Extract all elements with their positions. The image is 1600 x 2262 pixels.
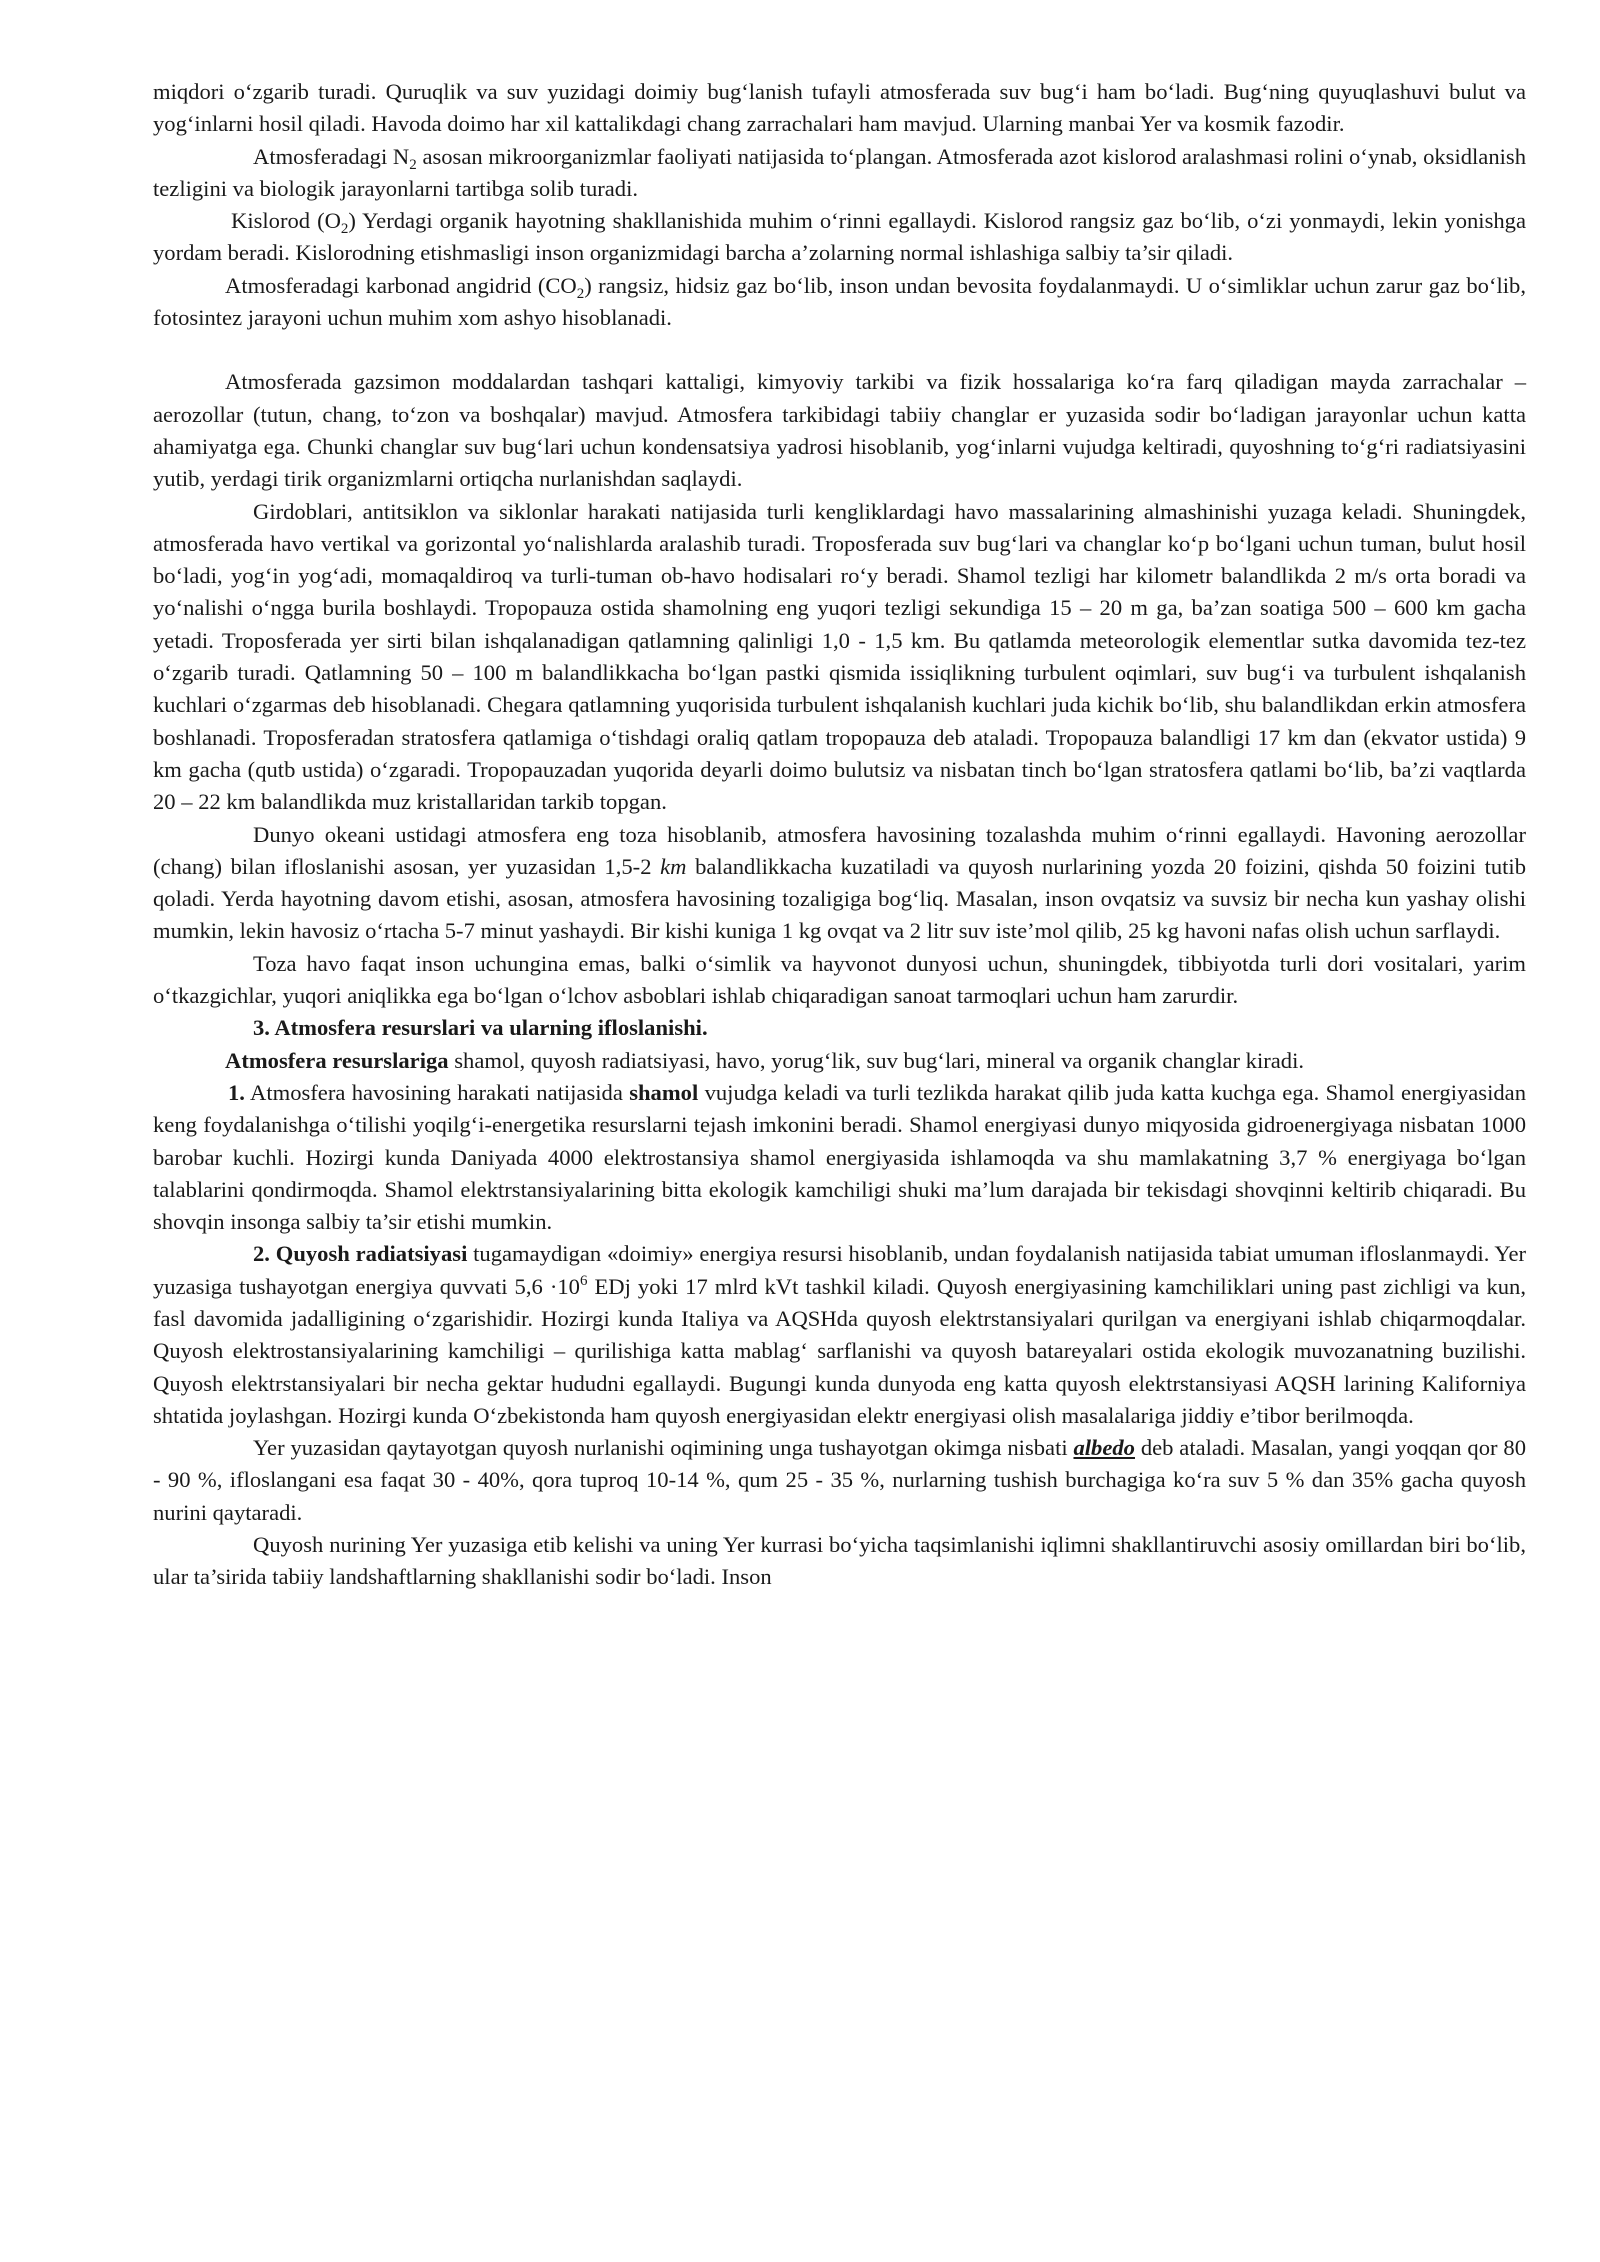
paragraph-sunlight-distribution: Quyosh nurining Yer yuzasiga etib kelishi va uning Yer kurrasi bo‘yicha taqsimlanishi iqlimni shakllantiruvchi asosiy omillardan biri bo‘lib, ular ta’sirida tabiiy landshaftlarning shakllanishi sodir bo‘ladi. Inson bbox=[153, 1532, 1526, 1590]
co2-subscript: 2 bbox=[576, 285, 585, 302]
co2-text-start: Atmosferadagi karbonad angidrid (CO bbox=[225, 272, 577, 298]
paragraph-oxygen bbox=[153, 205, 1526, 270]
section-heading: 3. Atmosfera resurslari va ularning ifloslanishi. bbox=[253, 1015, 708, 1041]
blank-line bbox=[153, 334, 1526, 366]
resources-term: Atmosfera resurslariga bbox=[225, 1047, 449, 1073]
ocean-air-text-end: balandlikkacha kuzatiladi va quyosh nurlarining yozda 20 foizini, qishda 50 foizini tutib qoladi. Yerda hayotning davom etishi, asosan, atmosfera havosining tozaligiga bog‘liq. Masalan, inson ovqatsiz va suvsiz bir necha kun yashay olishi mumkin, lekin havosiz o‘rtacha 5-7 minut yashaydi. Bir kishi kuniga 1 kg ovqat va 2 litr suv iste’mol qilib, 25 kg havoni nafas olish uchun sarflaydi. bbox=[153, 853, 1526, 944]
paragraph-aerosols: Atmosferada gazsimon moddalardan tashqari kattaligi, kimyoviy tarkibi va fizik hossalariga ko‘ra farq qiladigan mayda zarrachalar – aerozollar (tutun, chang, to‘zon va boshqalar) mavjud. Atmosfera tarkibidagi tabiiy changlar er yuzasida sodir bo‘ladigan jarayonlar uchun katta ahamiyatga ega. Chunki changlar suv bug‘lari uchun kondensatsiya yadrosi hisoblanib, yog‘inlarni vujudga keltiradi, quyoshning to‘g‘ri radiatsiyasini yutib, yerdagi tirik organizmlarni ortiqcha nurlanishdan saqlaydi. bbox=[153, 369, 1526, 492]
oxygen-text-start: Kislorod (O bbox=[231, 208, 341, 234]
paragraph-albedo bbox=[153, 1432, 1526, 1529]
solar-exponent: 6 bbox=[579, 1272, 588, 1289]
paragraph-atmosphere-resources bbox=[153, 1045, 1526, 1077]
co2-text-end: ) rangsiz, hidsiz gaz bo‘lib, inson undan bevosita foydalanmaydi. U o‘simliklar uchun zarur gaz bo‘lib, fotosintez jarayoni uchun muhim xom ashyo hisoblanadi. bbox=[153, 272, 1526, 331]
wind-number: 1. bbox=[228, 1079, 245, 1105]
albedo-text-start: Yer yuzasidan qaytayotgan quyosh nurlanishi oqimining unga tushayotgan okimga nisbati bbox=[253, 1435, 1074, 1461]
paragraph-ocean-air bbox=[153, 819, 1526, 948]
paragraph-nitrogen bbox=[153, 141, 1526, 206]
solar-text-start: tugamaydigan «doimiy» energiya resursi hisoblanib, undan foydalanish natijasida tabiat umuman ifloslanmaydi. Yer yuzasiga tushayotgan energiya quvvati 5,6 ·10 bbox=[153, 1241, 1526, 1299]
oxygen-text-end: ) Yerdagi organik hayotning shakllanishida muhim o‘rinni egallaydi. Kislorod rangsiz gaz bo‘lib, o‘zi yonmaydi, lekin yonishga yordam beradi. Kislorodning etishmasligi inson organizmidagi barcha a’zolarning normal ishlashiga salbiy ta’sir qiladi. bbox=[153, 208, 1526, 266]
solar-term: 2. Quyosh radiatsiyasi bbox=[253, 1241, 468, 1267]
albedo-term: albedo bbox=[1073, 1435, 1135, 1461]
paragraph-water-vapor: miqdori o‘zgarib turadi. Quruqlik va suv yuzidagi doimiy bug‘lanish tufayli atmosferada suv bug‘i ham bo‘ladi. Bug‘ning quyuqlashuvi bulut va yog‘inlarni hosil qiladi. Havoda doimo har xil kattalikdagi chang zarrachalari ham mavjud. Ularning manbai Yer va kosmik fazodir. bbox=[153, 79, 1526, 137]
document-page bbox=[153, 76, 1526, 1594]
solar-text-end: EDj yoki 17 mlrd kVt tashkil kiladi. Quyosh energiyasining kamchiliklari uning past zichligi va kun, fasl davomida jadalligining o‘zgarishidir. Hozirgi kunda Italiya va AQSHda quyosh elektrstansiyalari qurilgan va energiyani ishlab chiqarmoqdalar. Quyosh elektrostansiyalarining kamchiligi – qurilishiga katta mablag‘ sarflanishi va quyosh batareyalari ostida ekologik muvozanatning buzilishi. Quyosh elektrstansiyalari bir necha gektar hududni egallaydi. Bugungi kunda dunyoda eng katta quyosh elektrstansiyasi AQSH larining Kaliforniya shtatida joylashgan. Hozirgi kunda O‘zbekistonda ham quyosh energiyasidan elektr energiyasi olish masalalariga jiddiy e’tibor berilmoqda. bbox=[153, 1273, 1526, 1428]
nitrogen-subscript: 2 bbox=[409, 156, 417, 173]
wind-term: shamol bbox=[629, 1079, 699, 1105]
ocean-air-text-start: Dunyo okeani ustidagi atmosfera eng toza hisoblanib, atmosfera havosining tozalashda muhim o‘rinni egallaydi. Havoning aerozollar (chang) bilan ifloslanishi asosan, yer yuzasidan 1,5-2 bbox=[153, 821, 1526, 879]
oxygen-subscript: 2 bbox=[340, 221, 349, 238]
wind-text-end: vujudga keladi va turli tezlikda harakat qilib juda katta kuchga ega. Shamol energiyasidan keng foydalanishga o‘tilishi yoqilg‘i-energetika resurslarni tejash imkonini beradi. Shamol energiyasi dunyo miqyosida gidroenergiyaga nisbatan 1000 barobar kuchli. Hozirgi kunda Daniyada 4000 elektrostansiya shamol energiyasida ishlamoqda va shu mamlakatning 3,7 % energiyaga bo‘lgan talablarini qondirmoqda. Shamol elektrstansiyalarining bitta ekologik kamchiligi shuki ma’lum darajada bir tekisdagi shovqinni keltirib chiqaradi. Bu shovqin insonga salbiy ta’sir etishi mumkin. bbox=[153, 1079, 1526, 1235]
paragraph-wind bbox=[153, 1077, 1526, 1238]
ocean-air-unit: km bbox=[660, 853, 687, 879]
paragraph-clean-air: Toza havo faqat inson uchungina emas, balki o‘simlik va hayvonot dunyosi uchun, shuningdek, tibbiyotda turli dori vositalari, yarim o‘tkazgichlar, yuqori aniqlikka ega bo‘lgan o‘lchov asboblari ishlab chiqaradigan sanoat tarmoqlari uchun ham zarurdir. bbox=[153, 950, 1526, 1009]
paragraph-carbon-dioxide bbox=[153, 270, 1526, 335]
paragraph-troposphere: Girdoblari, antitsiklon va siklonlar harakati natijasida turli kengliklardagi havo massalarining almashinishi yuzaga keladi. Shuningdek, atmosferada havo vertikal va gorizontal yo‘nalishlarda aralashib turadi. Troposferada suv bug‘lari va changlar ko‘p bo‘lgani uchun tuman, bulut hosil bo‘ladi, yog‘in yog‘adi, momaqaldiroq va turli-tuman ob-havo hodisalari ro‘y beradi. Shamol tezligi har kilometr balandlikda 2 m/s orta boradi va yo‘nalishi o‘ngga burila boshlaydi. Tropopauza ostida shamolning eng yuqori tezligi sekundiga 15 – 20 m ga, ba’zan soatiga 500 – 600 km gacha yetadi. Troposferada yer sirti bilan ishqalanadigan qatlamning qalinligi 1,0 - 1,5 km. Bu qatlamda meteorologik elementlar sutka davomida tez-tez o‘zgarib turadi. Qatlamning 50 – 100 m balandlikkacha bo‘lgan pastki qismida issiqlikning turbulent oqimlari, suv bug‘i va turbulent ishqalanish kuchlari o‘zgarmas deb hisoblanadi. Chegara qatlamning yuqorisida turbulent ishqalanish kuchlari juda kichik bo‘lib, shu balandlikdan erkin atmosfera boshlanadi. Troposferadan stratosfera qatlamiga o‘tishdagi oraliq qatlam tropopauza deb ataladi. Tropopauza balandligi 17 km dan (ekvator ustida) 9 km gacha (qutb ustida) o‘zgaradi. Tropopauzadan yuqorida deyarli doimo bulutsiz va nisbatan tinch bo‘lgan stratosfera qatlami bo‘lib, ba’zi vaqtlarda 20 – 22 km balandlikda muz kristallaridan tarkib topgan. bbox=[153, 498, 1526, 815]
wind-text-start: Atmosfera havosining harakati natijasida bbox=[244, 1079, 630, 1105]
paragraph-solar-radiation bbox=[153, 1238, 1526, 1432]
resources-text: shamol, quyosh radiatsiyasi, havo, yorug‘lik, suv bug‘lari, mineral va organik changlar kiradi. bbox=[448, 1047, 1305, 1073]
albedo-text-end: deb ataladi. Masalan, yangi yoqqan qor 80 - 90 %, ifloslangani esa faqat 30 - 40%, qora tuproq 10-14 %, qum 25 - 35 %, nurlarning tushish burchagiga ko‘ra suv 5 % dan 35% gacha quyosh nurini qaytaradi. bbox=[153, 1435, 1526, 1525]
nitrogen-text-start: Atmosferadagi N bbox=[253, 143, 410, 169]
nitrogen-text-end: asosan mikroorganizmlar faoliyati natijasida to‘plangan. Atmosferada azot kislorod aralashmasi rolini o‘ynab, oksidlanish tezligini va biologik jarayonlarni tartibga solib turadi. bbox=[153, 143, 1526, 201]
